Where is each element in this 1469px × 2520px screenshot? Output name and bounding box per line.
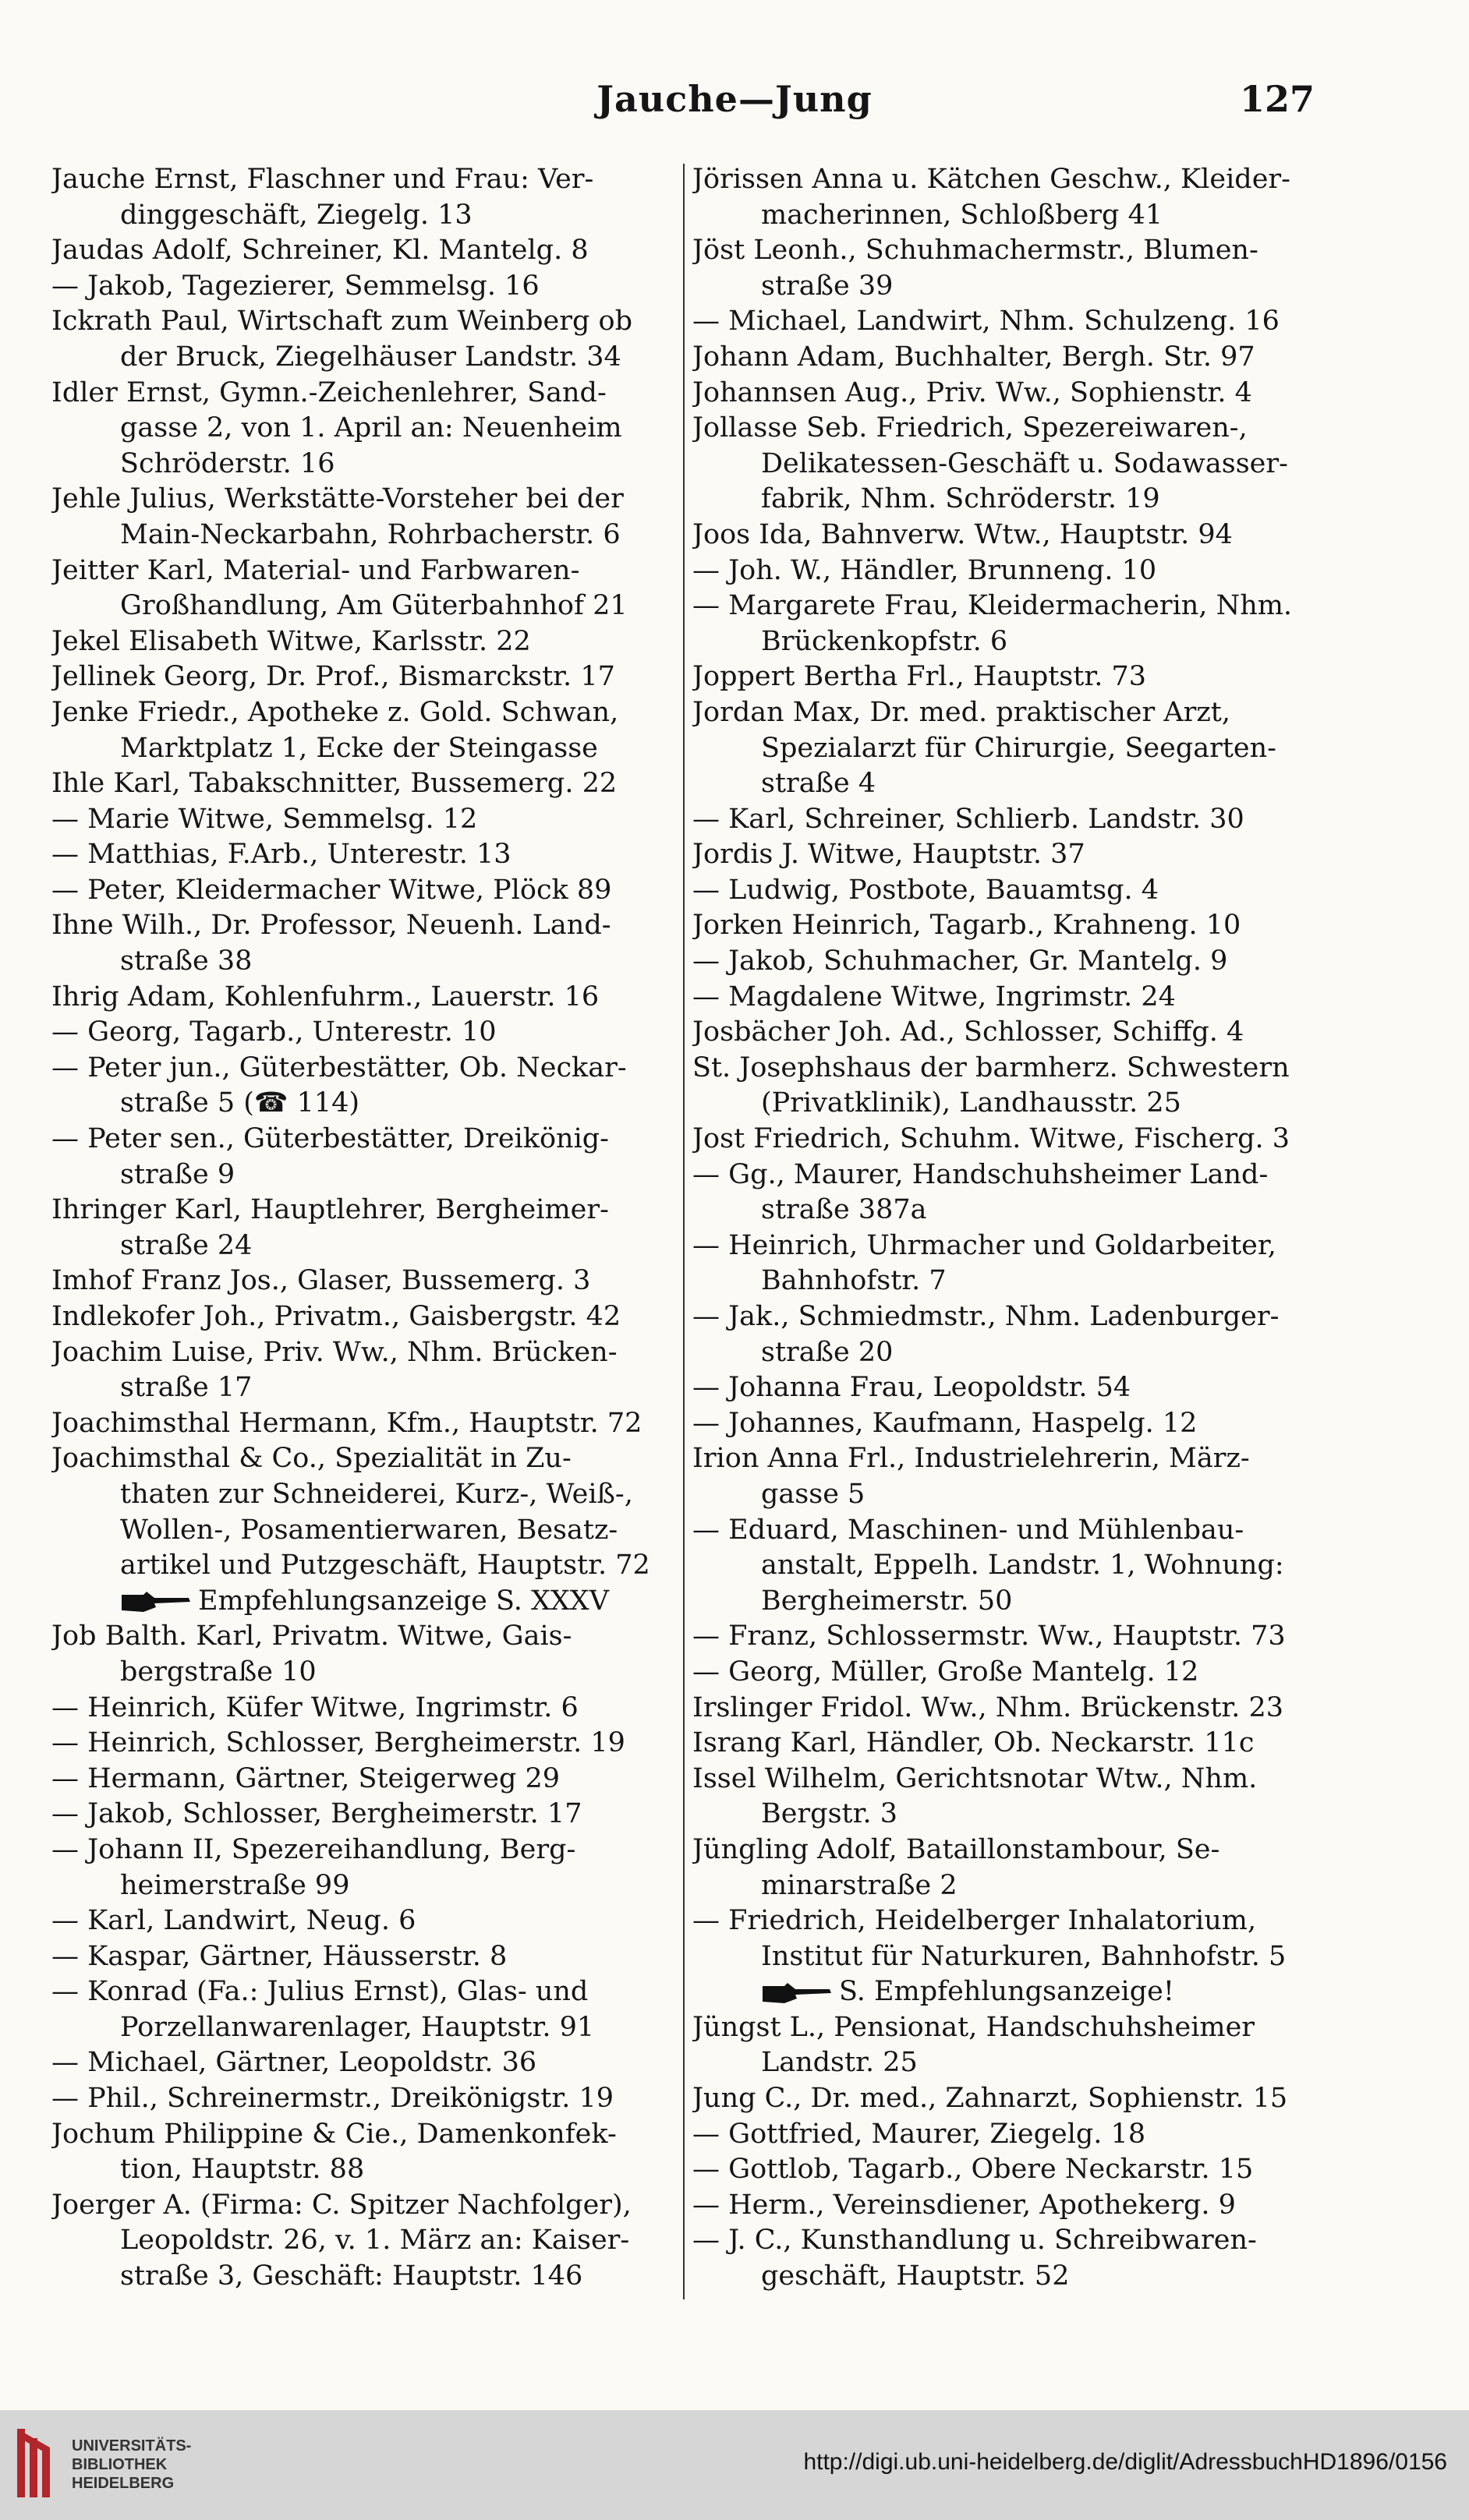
entry-text: — Karl, Schreiner, Schlierb. Landstr. 30: [692, 803, 1244, 835]
entry-text: Ickrath Paul, Wirtschaft zum Weinberg ob: [51, 306, 632, 338]
entry-line: [51, 1726, 675, 1762]
entry-text: Empfehlungsanzeige S. XXXV: [198, 1585, 609, 1617]
entry-line: [51, 2045, 675, 2081]
entry-continuation-line: [51, 2259, 675, 2295]
entry-continuation-line: [51, 2223, 675, 2259]
entry-continuation-line: [51, 411, 675, 447]
entry-continuation-line: [692, 1939, 1316, 1975]
entry-line: [51, 1406, 675, 1442]
entry-text: heimerstraße 99: [120, 1869, 350, 1901]
entry-line: [692, 1370, 1316, 1406]
entry-continuation-line: [692, 1335, 1316, 1371]
entry-line: [51, 1299, 675, 1335]
left-column: [51, 162, 675, 2295]
entry-line: [692, 2010, 1316, 2046]
entry-text: der Bruck, Ziegelhäuser Landstr. 34: [120, 341, 621, 373]
entry-continuation-line: [51, 1370, 675, 1406]
entry-text: straße 24: [120, 1229, 253, 1261]
entry-text: — Margarete Frau, Kleidermacherin, Nhm.: [692, 590, 1293, 622]
entry-line: [692, 1299, 1316, 1335]
entry-continuation-line: [692, 1264, 1316, 1299]
entry-line: [51, 482, 675, 518]
entry-text: Jordan Max, Dr. med. praktischer Arzt,: [692, 696, 1231, 728]
entry-text: Jaudas Adolf, Schreiner, Kl. Mantelg. 8: [51, 235, 589, 267]
entry-text: Ihle Karl, Tabakschnitter, Bussemerg. 22: [51, 768, 618, 800]
entry-continuation-line: [51, 447, 675, 482]
entry-continuation-line: [692, 1086, 1316, 1122]
entry-text: Jordis J. Witwe, Hauptstr. 37: [692, 839, 1085, 871]
entry-line: [51, 1797, 675, 1833]
entry-text: Leopoldstr. 26, v. 1. März an: Kaiser-: [120, 2225, 630, 2257]
entry-continuation-line: [692, 1477, 1316, 1513]
entry-text: straße 17: [120, 1372, 253, 1404]
page-title: Jauche—Jung: [596, 78, 873, 120]
entry-line: [692, 659, 1316, 695]
entry-line: [51, 766, 675, 802]
entry-text: Jüngst L., Pensionat, Handschuhsheimer: [692, 2011, 1255, 2043]
entry-line: [692, 908, 1316, 944]
entry-text: — Heinrich, Küfer Witwe, Ingrimstr. 6: [51, 1691, 579, 1723]
entry-continuation-line: [51, 1513, 675, 1549]
entry-text: Marktplatz 1, Ecke der Steingasse: [120, 732, 598, 764]
entry-continuation-line: [692, 447, 1316, 482]
entry-text: — Ludwig, Postbote, Bauamtsg. 4: [692, 874, 1159, 906]
entry-line: [51, 1762, 675, 1797]
entry-text: Bahnhofstr. 7: [761, 1265, 947, 1297]
entry-text: Jochum Philippine & Cie., Damenkonfek-: [51, 2118, 617, 2150]
entry-text: macherinnen, Schloßberg 41: [761, 199, 1163, 231]
entry-text: Job Balth. Karl, Privatm. Witwe, Gais-: [51, 1621, 572, 1652]
entry-text: Jollasse Seb. Friedrich, Spezereiwaren-,: [692, 412, 1248, 444]
entry-text: Joachimsthal & Co., Spezialität in Zu-: [51, 1443, 572, 1475]
entry-line: [692, 1051, 1316, 1087]
entry-line: [692, 2188, 1316, 2224]
entry-text: Irslinger Fridol. Ww., Nhm. Brückenstr. 23: [692, 1691, 1284, 1723]
entry-text: anstalt, Eppelh. Landstr. 1, Wohnung:: [761, 1550, 1284, 1582]
entry-continuation-line: [692, 198, 1316, 234]
entry-text: — Gottfried, Maurer, Ziegelg. 18: [692, 2118, 1146, 2150]
entry-continuation-line: [692, 624, 1316, 660]
entry-continuation-line: [51, 198, 675, 234]
entry-text: — Peter sen., Güterbestätter, Dreikönig-: [51, 1123, 609, 1155]
entry-text: straße 20: [761, 1336, 894, 1368]
entry-text: — Matthias, F.Arb., Unterestr. 13: [51, 839, 511, 871]
entry-continuation-line: [51, 340, 675, 376]
entry-line: [51, 1335, 675, 1371]
entry-line: [692, 1619, 1316, 1655]
entry-line: [51, 162, 675, 198]
entry-line: [692, 518, 1316, 553]
entry-text: Israng Karl, Händler, Ob. Neckarstr. 11c: [692, 1727, 1255, 1759]
entry-text: — Heinrich, Uhrmacher und Goldarbeiter,: [692, 1229, 1276, 1261]
entry-line: [51, 1974, 675, 2010]
page-number: 127: [1239, 78, 1315, 120]
entry-text: — Michael, Landwirt, Nhm. Schulzeng. 16: [692, 306, 1280, 338]
entry-text: straße 5 (☎ 114): [120, 1087, 360, 1119]
entry-text: Jeitter Karl, Material- und Farbwaren-: [51, 554, 580, 586]
entry-text: — Herm., Vereinsdiener, Apothekerg. 9: [692, 2189, 1236, 2221]
entry-line: [692, 1228, 1316, 1264]
entry-line: [51, 1193, 675, 1228]
entry-line: [692, 1655, 1316, 1691]
entry-text: Wollen-, Posamentierwaren, Besatz-: [120, 1514, 618, 1546]
entry-line: [51, 1691, 675, 1727]
entry-text: Joachimsthal Hermann, Kfm., Hauptstr. 72: [51, 1407, 642, 1439]
entry-text: Jörissen Anna u. Kätchen Geschw., Kleider-: [692, 164, 1290, 195]
entry-line: [692, 1158, 1316, 1193]
entry-text: Issel Wilhelm, Gerichtsnotar Wtw., Nhm.: [692, 1762, 1258, 1794]
entry-line: [692, 553, 1316, 589]
entry-line: [51, 873, 675, 909]
entry-line: [51, 980, 675, 1016]
entry-continuation-line: [692, 482, 1316, 518]
entry-line: [692, 2081, 1316, 2117]
entry-text: — Franz, Schlossermstr. Ww., Hauptstr. 73: [692, 1621, 1286, 1652]
entry-line: [692, 2117, 1316, 2153]
entry-continuation-line: [51, 518, 675, 553]
entry-text: Jüngling Adolf, Bataillonstambour, Se-: [692, 1833, 1220, 1865]
entry-text: fabrik, Nhm. Schröderstr. 19: [761, 483, 1160, 515]
entry-text: Imhof Franz Jos., Glaser, Bussemerg. 3: [51, 1265, 591, 1297]
entry-text: thaten zur Schneiderei, Kurz-, Weiß-,: [120, 1478, 633, 1510]
entry-text: Institut für Naturkuren, Bahnhofstr. 5: [761, 1940, 1287, 1972]
entry-text: — Phil., Schreinermstr., Dreikönigstr. 19: [51, 2083, 614, 2115]
entry-text: Joppert Bertha Frl., Hauptstr. 73: [692, 661, 1146, 693]
entry-line: [692, 2223, 1316, 2259]
entry-line: [51, 1619, 675, 1655]
entry-text: — Johannes, Kaufmann, Haspelg. 12: [692, 1407, 1198, 1439]
entry-text: — Marie Witwe, Semmelsg. 12: [51, 803, 478, 835]
entry-text: Jost Friedrich, Schuhm. Witwe, Fischerg. 3: [692, 1123, 1290, 1155]
entry-line: [692, 2152, 1316, 2188]
entry-text: — Johanna Frau, Leopoldstr. 54: [692, 1372, 1131, 1404]
entry-text: — Jakob, Tagezierer, Semmelsg. 16: [51, 270, 540, 302]
entry-line: [51, 1441, 675, 1477]
entry-text: — Peter, Kleidermacher Witwe, Plöck 89: [51, 874, 612, 906]
entry-text: — Michael, Gärtner, Leopoldstr. 36: [51, 2047, 537, 2079]
entry-line: [51, 2188, 675, 2224]
entry-text: — Eduard, Maschinen- und Mühlenbau-: [692, 1514, 1244, 1546]
entry-continuation-line: [51, 1228, 675, 1264]
entry-text: — Peter jun., Güterbestätter, Ob. Neckar-: [51, 1051, 627, 1083]
entry-line: [51, 624, 675, 660]
entry-text: — Jakob, Schlosser, Bergheimerstr. 17: [51, 1798, 582, 1830]
entry-line: [692, 1691, 1316, 1727]
entry-text: St. Josephshaus der barmherz. Schwestern: [692, 1051, 1290, 1083]
entry-line: [692, 695, 1316, 731]
entry-text: — Karl, Landwirt, Neug. 6: [51, 1905, 416, 1937]
entry-text: Schröderstr. 16: [120, 447, 335, 479]
entry-continuation-line: [692, 1584, 1316, 1620]
entry-text: — J. C., Kunsthandlung u. Schreibwaren-: [692, 2225, 1257, 2257]
entry-text: Ihringer Karl, Hauptlehrer, Bergheimer-: [51, 1194, 609, 1226]
entry-text: Jung C., Dr. med., Zahnarzt, Sophienstr. 15: [692, 2083, 1288, 2115]
entry-continuation-line: [51, 2010, 675, 2046]
entry-text: — Georg, Tagarb., Unterestr. 10: [51, 1016, 497, 1048]
entry-text: — Jak., Schmiedmstr., Nhm. Ladenburger-: [692, 1301, 1280, 1332]
entry-line: [51, 233, 675, 269]
entry-line: [692, 233, 1316, 269]
entry-line: [51, 1264, 675, 1299]
entry-text: Joos Ida, Bahnverw. Wtw., Hauptstr. 94: [692, 518, 1233, 550]
entry-continuation-line: [51, 1477, 675, 1513]
entry-text: Jöst Leonh., Schuhmachermstr., Blumen-: [692, 235, 1258, 267]
entry-line: [51, 837, 675, 873]
entry-line: [692, 588, 1316, 624]
entry-continuation-line: [51, 1158, 675, 1193]
entry-continuation-line: [51, 1086, 675, 1122]
entry-text: Jekel Elisabeth Witwe, Karlsstr. 22: [51, 625, 531, 657]
entry-text: — Friedrich, Heidelberger Inhalatorium,: [692, 1905, 1257, 1937]
entry-line: [51, 1584, 675, 1620]
entry-continuation-line: [692, 2259, 1316, 2295]
entry-line: [692, 1903, 1316, 1939]
entry-line: [51, 269, 675, 305]
entry-line: [51, 659, 675, 695]
entry-text: minarstraße 2: [761, 1869, 958, 1901]
entry-line: [51, 1015, 675, 1051]
entry-continuation-line: [692, 1548, 1316, 1584]
entry-line: [692, 162, 1316, 198]
entry-line: [692, 340, 1316, 376]
entry-line: [51, 1051, 675, 1087]
entry-text: — Kaspar, Gärtner, Häusserstr. 8: [51, 1940, 508, 1972]
entry-text: tion, Hauptstr. 88: [120, 2154, 365, 2186]
entry-text: Josbächer Joh. Ad., Schlosser, Schiffg. 4: [692, 1016, 1244, 1048]
pointing-hand-icon: [761, 1981, 833, 2005]
entry-line: [51, 695, 675, 731]
entry-line: [51, 2081, 675, 2117]
entry-text: — Georg, Müller, Große Mantelg. 12: [692, 1656, 1199, 1688]
entry-text: Main-Neckarbahn, Rohrbacherstr. 6: [120, 518, 621, 550]
entry-text: Jauche Ernst, Flaschner und Frau: Ver-: [51, 164, 594, 195]
entry-line: [692, 1015, 1316, 1051]
entry-text: artikel und Putzgeschäft, Hauptstr. 72: [120, 1550, 650, 1582]
entry-continuation-line: [51, 731, 675, 767]
entry-continuation-line: [51, 1868, 675, 1904]
entry-text: geschäft, Hauptstr. 52: [761, 2260, 1070, 2292]
entry-text: — Hermann, Gärtner, Steigerweg 29: [51, 1762, 561, 1794]
entry-line: [692, 1833, 1316, 1868]
entry-text: straße 39: [761, 270, 894, 302]
entry-line: [51, 1939, 675, 1975]
entry-line: [692, 1441, 1316, 1477]
entry-line: [692, 376, 1316, 412]
footer-bar: [0, 2410, 1469, 2520]
entry-continuation-line: [692, 1193, 1316, 1228]
entry-text: Johannsen Aug., Priv. Ww., Sophienstr. 4: [692, 376, 1252, 408]
entry-continuation-line: [692, 766, 1316, 802]
entry-text: gasse 5: [761, 1478, 865, 1510]
entry-text: Jenke Friedr., Apotheke z. Gold. Schwan,: [51, 696, 619, 728]
source-url-link[interactable]: http://digi.ub.uni-heidelberg.de/diglit/AdressbuchHD1896/0156: [803, 2449, 1447, 2475]
entry-text: Großhandlung, Am Güterbahnhof 21: [120, 590, 628, 622]
entry-text: Joerger A. (Firma: C. Spitzer Nachfolger),: [51, 2189, 632, 2221]
entry-text: Irion Anna Frl., Industrielehrerin, März-: [692, 1443, 1250, 1475]
entry-line: [692, 304, 1316, 340]
entry-text: Bergstr. 3: [761, 1798, 897, 1830]
entry-line: [692, 1406, 1316, 1442]
entry-text: Landstr. 25: [761, 2047, 918, 2079]
entry-line: [692, 1513, 1316, 1549]
entry-text: Delikatessen-Geschäft u. Sodawasser-: [761, 447, 1288, 479]
entry-text: Brückenkopfstr. 6: [761, 625, 1008, 657]
entry-text: Bergheimerstr. 50: [761, 1585, 1013, 1617]
entry-line: [692, 1974, 1316, 2010]
entry-text: — Joh. W., Händler, Brunneng. 10: [692, 554, 1157, 586]
entry-continuation-line: [692, 1868, 1316, 1904]
entry-text: Ihne Wilh., Dr. Professor, Neuenh. Land-: [51, 910, 611, 942]
entry-text: straße 4: [761, 768, 876, 800]
entry-line: [692, 802, 1316, 838]
entry-line: [51, 1833, 675, 1868]
entry-line: [51, 553, 675, 589]
entry-line: [692, 980, 1316, 1016]
entry-line: [51, 304, 675, 340]
entry-text: Jehle Julius, Werkstätte-Vorsteher bei der: [51, 483, 624, 515]
entry-text: Jorken Heinrich, Tagarb., Krahneng. 10: [692, 910, 1241, 942]
entry-text: straße 3, Geschäft: Hauptstr. 146: [120, 2260, 583, 2292]
entry-line: [51, 1122, 675, 1158]
entry-line: [692, 873, 1316, 909]
entry-continuation-line: [51, 1548, 675, 1584]
entry-continuation-line: [692, 731, 1316, 767]
entry-text: bergstraße 10: [120, 1656, 317, 1688]
entry-text: — Jakob, Schuhmacher, Gr. Mantelg. 9: [692, 945, 1228, 977]
entry-text: gasse 2, von 1. April an: Neuenheim: [120, 412, 622, 444]
entry-text: Jellinek Georg, Dr. Prof., Bismarckstr. 17: [51, 661, 615, 693]
entry-line: [692, 411, 1316, 447]
entry-continuation-line: [51, 944, 675, 980]
entry-text: Indlekofer Joh., Privatm., Gaisbergstr. 42: [51, 1301, 621, 1332]
entry-line: [692, 1122, 1316, 1158]
entry-text: (Privatklinik), Landhausstr. 25: [761, 1087, 1181, 1119]
entry-continuation-line: [51, 588, 675, 624]
right-column: [692, 162, 1316, 2295]
entry-text: — Heinrich, Schlosser, Bergheimerstr. 19: [51, 1727, 625, 1759]
entry-continuation-line: [692, 269, 1316, 305]
entry-line: [51, 2117, 675, 2153]
entry-continuation-line: [692, 1797, 1316, 1833]
entry-text: Johann Adam, Buchhalter, Bergh. Str. 97: [692, 341, 1255, 373]
entry-text: Porzellanwarenlager, Hauptstr. 91: [120, 2011, 595, 2043]
pointing-hand-icon: [120, 1590, 192, 1613]
entry-text: — Gottlob, Tagarb., Obere Neckarstr. 15: [692, 2154, 1254, 2186]
entry-text: S. Empfehlungsanzeige!: [839, 1976, 1174, 2008]
entry-text: dinggeschäft, Ziegelg. 13: [120, 199, 473, 231]
entry-text: — Konrad (Fa.: Julius Ernst), Glas- und: [51, 1976, 589, 2008]
entry-text: straße 9: [120, 1158, 235, 1190]
entry-line: [51, 1903, 675, 1939]
entry-line: [51, 908, 675, 944]
entry-text: Idler Ernst, Gymn.-Zeichenlehrer, Sand-: [51, 376, 607, 408]
library-logo-icon: [14, 2424, 59, 2502]
entry-text: Ihrig Adam, Kohlenfuhrm., Lauerstr. 16: [51, 981, 600, 1013]
entry-text: — Gg., Maurer, Handschuhsheimer Land-: [692, 1158, 1269, 1190]
entry-line: [51, 376, 675, 412]
entry-line: [51, 802, 675, 838]
entry-continuation-line: [692, 2045, 1316, 2081]
column-divider: [683, 164, 685, 2299]
entry-continuation-line: [51, 1655, 675, 1691]
entry-line: [692, 944, 1316, 980]
entry-line: [692, 837, 1316, 873]
entry-text: straße 38: [120, 945, 253, 977]
entry-text: — Johann II, Spezereihandlung, Berg-: [51, 1833, 576, 1865]
entry-line: [692, 1762, 1316, 1797]
entry-continuation-line: [51, 2152, 675, 2188]
entry-line: [692, 1726, 1316, 1762]
entry-text: Joachim Luise, Priv. Ww., Nhm. Brücken-: [51, 1336, 618, 1368]
entry-text: Spezialarzt für Chirurgie, Seegarten-: [761, 732, 1277, 764]
library-logo-text: UNIVERSITÄTS- BIBLIOTHEK HEIDELBERG: [72, 2437, 192, 2492]
entry-text: — Magdalene Witwe, Ingrimstr. 24: [692, 981, 1176, 1013]
entry-text: straße 387a: [761, 1194, 927, 1226]
